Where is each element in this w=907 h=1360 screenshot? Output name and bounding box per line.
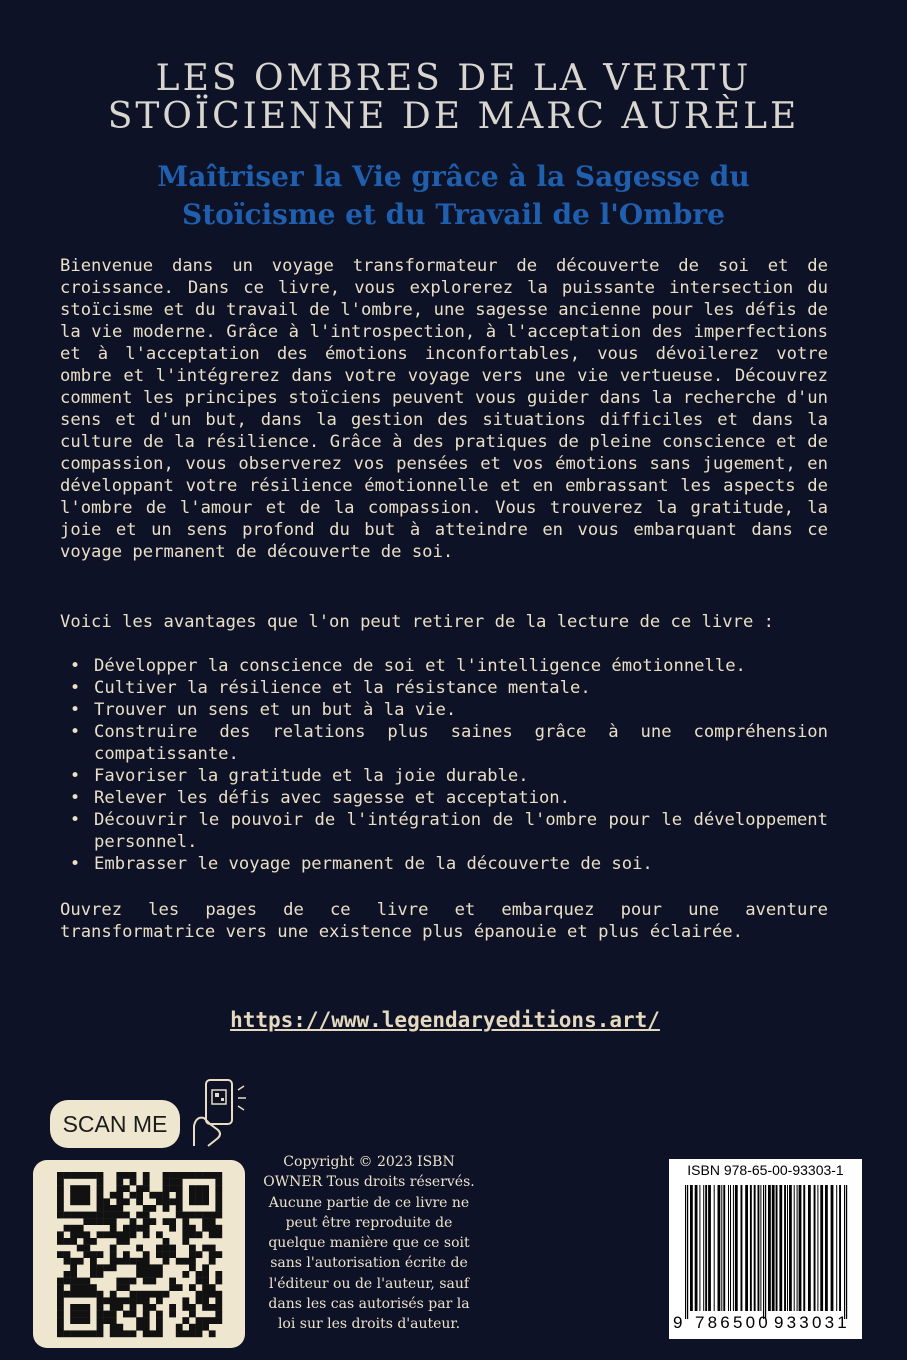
benefit-text: Trouver un sens et un but à la vie.	[94, 700, 457, 720]
isbn-digits-group-1: 786500	[695, 1313, 771, 1332]
bullet-icon: •	[69, 700, 81, 720]
isbn-digits-group-2: 933031	[774, 1313, 850, 1332]
copyright-notice: Copyright © 2023 ISBN OWNER Tous droits réservés. Aucune partie de ce livre ne peut être reproduite de quelque manière que ce soit sans l'autorisation écrite de l'éditeur ou de l'auteur, sauf dans les cas autorisés par la loi sur les droits d'auteur.	[263, 1154, 475, 1333]
barcode	[669, 1159, 862, 1339]
book-subtitle	[0, 158, 907, 234]
benefit-text: Développer la conscience de soi et l'intelligence émotionnelle.	[94, 656, 746, 676]
isbn-label: ISBN 978-65-00-93303-1	[687, 1162, 844, 1178]
benefit-item	[60, 853, 828, 875]
isbn-digit-first: 9	[673, 1313, 683, 1332]
bullet-icon: •	[69, 810, 81, 830]
subtitle-line-1: Maîtriser la Vie grâce à la Sagesse du	[157, 160, 750, 193]
benefit-item	[60, 765, 828, 787]
benefit-item	[60, 655, 828, 677]
intro-paragraph: Bienvenue dans un voyage transformateur de découverte de soi et de croissance. Dans ce livre, vous explorerez la puissante intersection du stoïcisme et du travail de l'ombre, une sagesse ancienne pour les défis de la vie moderne. Grâce à l'introspection, à l'acceptation des imperfections et à l'acceptation des émotions inconfortables, vous dévoilerez votre ombre et l'intégrerez dans votre voyage vers une vie vertueuse. Découvrez comment les principes stoïciens peuvent vous guider dans la recherche d'un sens et d'un but, dans la gestion des situations difficiles et dans la culture de la résilience. Grâce à des pratiques de pleine conscience et de compassion, vous observerez vos pensées et vos émotions sans jugement, en développant votre résilience émotionnelle et en embrassant les aspects de l'ombre de l'amour et de la compassion. Vous trouverez la gratitude, la joie et un sens profond du but à atteindre en vous embarquant dans ce voyage permanent de découverte de soi.	[60, 256, 828, 562]
benefit-item	[60, 699, 828, 721]
bullet-icon: •	[69, 656, 81, 676]
outro-paragraph: Ouvrez les pages de ce livre et embarquez pour une aventure transformatrice vers une existence plus épanouie et plus éclairée.	[60, 900, 828, 942]
bullet-icon: •	[69, 766, 81, 786]
title-line-2: STOÏCIENNE DE MARC AURÈLE	[107, 96, 800, 137]
benefit-item	[60, 787, 828, 809]
phone-scan-icon	[188, 1076, 250, 1152]
scan-me-label: SCAN ME	[62, 1110, 168, 1137]
scan-me-badge	[50, 1100, 180, 1148]
benefits-intro: Voici les avantages que l'on peut retirer de la lecture de ce livre :	[60, 612, 774, 632]
bullet-icon: •	[69, 854, 81, 874]
bullet-icon: •	[69, 788, 81, 808]
benefit-text: Découvrir le pouvoir de l'intégration de l'ombre pour le développement personnel.	[94, 810, 828, 852]
book-title	[0, 60, 907, 136]
benefit-item	[60, 809, 828, 853]
benefits-list	[60, 655, 828, 875]
qr-code-frame	[33, 1160, 245, 1348]
qr-code[interactable]	[33, 1160, 245, 1348]
benefit-text: Relever les défis avec sagesse et acceptation.	[94, 788, 570, 808]
benefit-item	[60, 677, 828, 699]
benefit-text: Embrasser le voyage permanent de la découverte de soi.	[94, 854, 653, 874]
isbn-barcode-box	[669, 1159, 862, 1339]
bullet-icon: •	[69, 722, 81, 742]
title-line-1: LES OMBRES DE LA VERTU	[155, 58, 752, 99]
website-link[interactable]: https://www.legendaryeditions.art/	[230, 1008, 660, 1032]
bullet-icon: •	[69, 678, 81, 698]
benefit-text: Cultiver la résilience et la résistance mentale.	[94, 678, 591, 698]
subtitle-line-2: Stoïcisme et du Travail de l'Ombre	[182, 198, 725, 231]
benefit-text: Construire des relations plus saines grâce à une compréhension compatissante.	[94, 722, 828, 764]
benefit-text: Favoriser la gratitude et la joie durable.	[94, 766, 529, 786]
benefit-item	[60, 721, 828, 765]
